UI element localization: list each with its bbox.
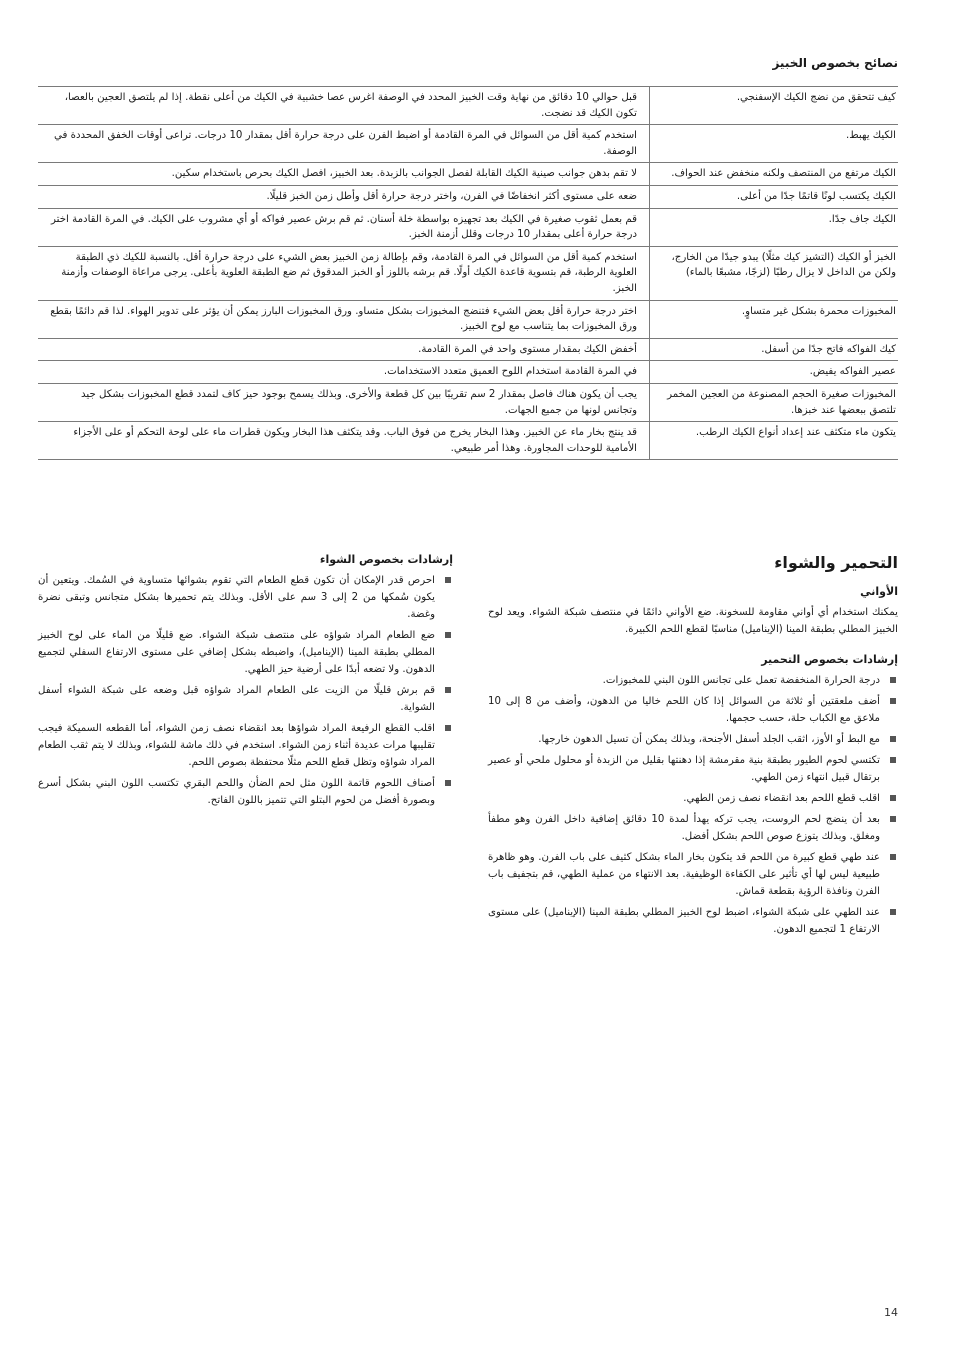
- tips-solution-cell: يجب أن يكون هناك فاصل بمقدار 2 سم تقريبًا بين كل قطعة والأخرى. وبذلك يسمح بوجود حيز كاف لتمدد قطع المخبوزات بشكل جيد وتجانس لونها من جميع الجهات.: [38, 383, 650, 421]
- tips-problem-cell: المخبوزات محمرة بشكل غير متساوٍ.: [650, 300, 899, 338]
- bullet-text: احرص قدر الإمكان أن تكون قطع الطعام التي تقوم بشوائها متساوية في السُمك. ويتعين أن يكون سُمكها من 2 إلى 3 سم على الأقل. وبذلك يتم تحميرها بشكل متجانس وتبقى نضرة وغضة.: [38, 575, 436, 620]
- square-bullet-icon: [890, 795, 896, 801]
- tips-solution-cell: استخدم كمية أقل من السوائل في المرة القادمة أو اضبط الفرن على درجة حرارة أقل بمقدار 10 درجات. تراعى أوقات الخفق المحددة في الوصفة.: [38, 125, 650, 163]
- tips-row: [38, 422, 898, 460]
- baking-tips-table: [38, 86, 898, 460]
- square-bullet-icon: [445, 687, 451, 693]
- tips-solution-cell: ضعه على مستوى أكثر انخفاضًا في الفرن، واختر درجة حرارة أقل وأطل زمن الخبز قليلًا.: [38, 185, 650, 208]
- tips-solution-cell: أخفض الكيك بمقدار مستوى واحد في المرة القادمة.: [38, 338, 650, 361]
- bullet-item: [38, 572, 453, 623]
- square-bullet-icon: [890, 677, 896, 683]
- tips-solution-cell: قد ينتج بخار ماء عن الخبيز. وهذا البخار يخرج من فوق الباب. وقد يتكثف هذا البخار ويكون قطرات ماء على لوحة التحكم أو على الأجزاء الأمامية للوحدات المجاورة. وهذا أمر طبيعي.: [38, 422, 650, 460]
- bullet-item: [488, 752, 898, 786]
- bullet-item: [38, 627, 453, 678]
- tips-problem-cell: عصير الفواكه يفيض.: [650, 361, 899, 384]
- bullet-item: [488, 811, 898, 845]
- roasting-column: [488, 550, 898, 942]
- tips-row: [38, 246, 898, 300]
- square-bullet-icon: [445, 577, 451, 583]
- tips-row: [38, 383, 898, 421]
- grilling-tips-list: [38, 572, 453, 809]
- tips-problem-cell: الكيك مرتفع من المنتصف ولكنه منخفض عند الحواف.: [650, 163, 899, 186]
- bullet-item: [38, 682, 453, 716]
- tips-problem-cell: الكيك يكتسب لونًا قاتمًا جدًا من أعلى.: [650, 185, 899, 208]
- tips-problem-cell: الكيك يهبط.: [650, 125, 899, 163]
- bullet-item: [488, 904, 898, 938]
- square-bullet-icon: [890, 854, 896, 860]
- tips-row: [38, 125, 898, 163]
- tips-row: [38, 208, 898, 246]
- roasting-section-title: التحمير والشواء: [774, 553, 898, 572]
- bullet-text: مع البط أو الأوز، اثقب الجلد أسفل الأجنحة، وبذلك يمكن أن تسيل الدهون خارجها.: [538, 734, 880, 745]
- bullet-item: [38, 720, 453, 771]
- square-bullet-icon: [890, 816, 896, 822]
- tips-row: [38, 300, 898, 338]
- square-bullet-icon: [890, 757, 896, 763]
- tips-row: [38, 338, 898, 361]
- page-number: 14: [884, 1306, 898, 1319]
- tips-solution-cell: اختر درجة حرارة أقل بعض الشيء فتنضج المخبوزات بشكل متساو. ورق المخبوزات البارز يمكن أن يؤثر على تدوير الهواء. لذا قم دائمًا بقطع ورق المخبوزات بما يتناسب مع لوح الخبيز.: [38, 300, 650, 338]
- square-bullet-icon: [445, 725, 451, 731]
- tips-row: [38, 361, 898, 384]
- bullet-text: اقلب القطع الرفيعة المراد شواؤها بعد انقضاء نصف زمن الشواء، أما القطعه السميكة فيجب تقليبها مرات عديدة أثناء زمن الشواء. استخدم في ذلك ماشة للشواء، وبذلك لا يتم ثقب الطعام المراد شواؤه وتظل قطع اللحم مثلًا محتفظة بصوص اللحم.: [38, 723, 435, 768]
- bullet-text: اقلب قطع اللحم بعد انقضاء نصف زمن الطهي.: [683, 793, 880, 804]
- roasting-tips-list: [488, 672, 898, 938]
- tips-problem-cell: الخبز أو الكيك (التشيز كيك مثلًا) يبدو جيدًا من الخارج، ولكن من الداخل لا يزال رطبًا (لزجًا، مشبعًا بالماء): [650, 246, 899, 300]
- bullet-text: أضف ملعقتين أو ثلاثة من السوائل إذا كان اللحم خاليا من الدهون، وأضف من 8 إلى 10 ملاعق مع الكباب حلة، حسب حجمها.: [488, 696, 880, 724]
- bullet-item: [38, 775, 453, 809]
- roasting-tips-heading: إرشادات بخصوص التحمير: [761, 653, 898, 666]
- tips-solution-cell: استخدم كمية أقل من السوائل في المرة القادمة، وقم بإطالة زمن الخبيز بعض الشيء على درجة حرارة أقل. بالنسبة للكيك ذي الطبقة العلوية الرطبة، قم بتسوية قاعدة الكيك أولًا. قم برشه باللوز أو الخبز المدقوق ثم ضع الطبقة العلوية بأعلى. يرجى مراعاة الوصفات وأزمنة الخبز.: [38, 246, 650, 300]
- square-bullet-icon: [445, 632, 451, 638]
- bullet-item: [488, 693, 898, 727]
- tips-row: [38, 87, 898, 125]
- square-bullet-icon: [890, 736, 896, 742]
- bullet-text: عند الطهي على شبكة الشواء، اضبط لوح الخبيز المطلي بطبقة المينا (الإيناميل) على مستوى الارتفاع 1 لتجميع الدهون.: [488, 907, 880, 935]
- bullet-item: [488, 731, 898, 748]
- bullet-text: قم برش قليلًا من الزيت على الطعام المراد شواؤه قبل وضعه على شبكة الشواء أسفل الشواية.: [38, 685, 435, 713]
- tips-row: [38, 185, 898, 208]
- bullet-item: [488, 790, 898, 807]
- bullet-text: درجة الحرارة المنخفضة تعمل على تجانس اللون البني للمخبوزات.: [602, 675, 880, 686]
- utensils-paragraph: يمكنك استخدام أي أواني مقاومة للسخونة. ضع الأواني دائمًا في منتصف شبكة الشواء. ويعد لوح الخبيز المطلي بطبقة المينا (الإيناميل) مناسبًا لقطع اللحم الكبيرة.: [488, 607, 898, 635]
- bullet-text: تكتسي لحوم الطيور بطبقة بنية مقرمشة إذا دهنتها بقليل من الزبدة أو محلول ملحي أو عصير برتقال قبيل انتهاء زمن الطهي.: [488, 755, 880, 783]
- square-bullet-icon: [890, 909, 896, 915]
- bullet-item: [488, 849, 898, 900]
- bullet-text: أصناف اللحوم قاتمة اللون مثل لحم الضأن واللحم البقري تكتسب اللون البني بشكل أسرع وبصورة أفضل من لحوم البتلو التي تتميز باللون الفاتح.: [38, 778, 435, 806]
- tips-problem-cell: يتكون ماء متكثف عند إعداد أنواع الكيك الرطب.: [650, 422, 899, 460]
- grilling-column: [38, 550, 453, 813]
- tips-problem-cell: كيك الفواكه فاتح جدًا من أسفل.: [650, 338, 899, 361]
- baking-tips-title: نصائح بخصوص الخبيز: [772, 56, 898, 70]
- bullet-text: عند طهي قطع كبيرة من اللحم قد يتكون بخار الماء بشكل كثيف على باب الفرن. وهو ظاهرة طبيعية ليس لها أي تأثير على الكفاءة الوظيفية. بعد الانتهاء من عملية الطهي، قم بتجفيف باب الفرن ونافذة الرؤية بقطعة قماش.: [488, 852, 880, 897]
- bullet-text: ضع الطعام المراد شواؤه على منتصف شبكة الشواء. ضع قليلًا من الماء على لوح الخبيز المطلي بطبقة المينا (الإيناميل)، واضبطه بشكل إضافي على مستوى الارتفاع السفلي لتجميع الدهون. ولا تضعه أبدًا على أرضية حيز الطهي.: [38, 630, 435, 675]
- tips-problem-cell: المخبوزات صغيرة الحجم المصنوعة من العجين المخمر تلتصق ببعضها عند خبزها.: [650, 383, 899, 421]
- bullet-text: بعد أن ينضج لحم الروست، يجب تركه يهدأ لمدة 10 دقائق إضافية داخل الفرن وهو مطفأ ومغلق. وبذلك يتوزع صوص اللحم بشكل أفضل.: [488, 814, 880, 842]
- square-bullet-icon: [890, 698, 896, 704]
- tips-problem-cell: الكيك جاف جدًا.: [650, 208, 899, 246]
- tips-solution-cell: لا تقم بدهن جوانب صينية الكيك القابلة لفصل الجوانب بالزبدة. بعد الخبيز، افصل الكيك بحرص باستخدام سكين.: [38, 163, 650, 186]
- utensils-heading: الأواني: [860, 585, 898, 598]
- tips-problem-cell: كيف تتحقق من نضج الكيك الإسفنجي.: [650, 87, 899, 125]
- tips-solution-cell: في المرة القادمة استخدام اللوح العميق متعدد الاستخدامات.: [38, 361, 650, 384]
- baking-tips-body: [38, 87, 898, 460]
- tips-solution-cell: قم بعمل ثقوب صغيرة في الكيك بعد تجهيزه بواسطة خلة أسنان. ثم قم برش عصير فواكه أو أي مشروب على الكيك. في المرة القادمة اختر درجة حرارة أعلى بمقدار 10 درجات وقلل أزمنة الخبز.: [38, 208, 650, 246]
- tips-solution-cell: قبل حوالي 10 دقائق من نهاية وقت الخبيز المحدد في الوصفة اغرس عصا خشبية في الكيك من أعلى نقطة. إذا لم يلتصق العجين بالعصا، تكون الكيك قد نضجت.: [38, 87, 650, 125]
- tips-row: [38, 163, 898, 186]
- bullet-item: [488, 672, 898, 689]
- grilling-tips-heading: إرشادات بخصوص الشواء: [319, 553, 453, 566]
- square-bullet-icon: [445, 780, 451, 786]
